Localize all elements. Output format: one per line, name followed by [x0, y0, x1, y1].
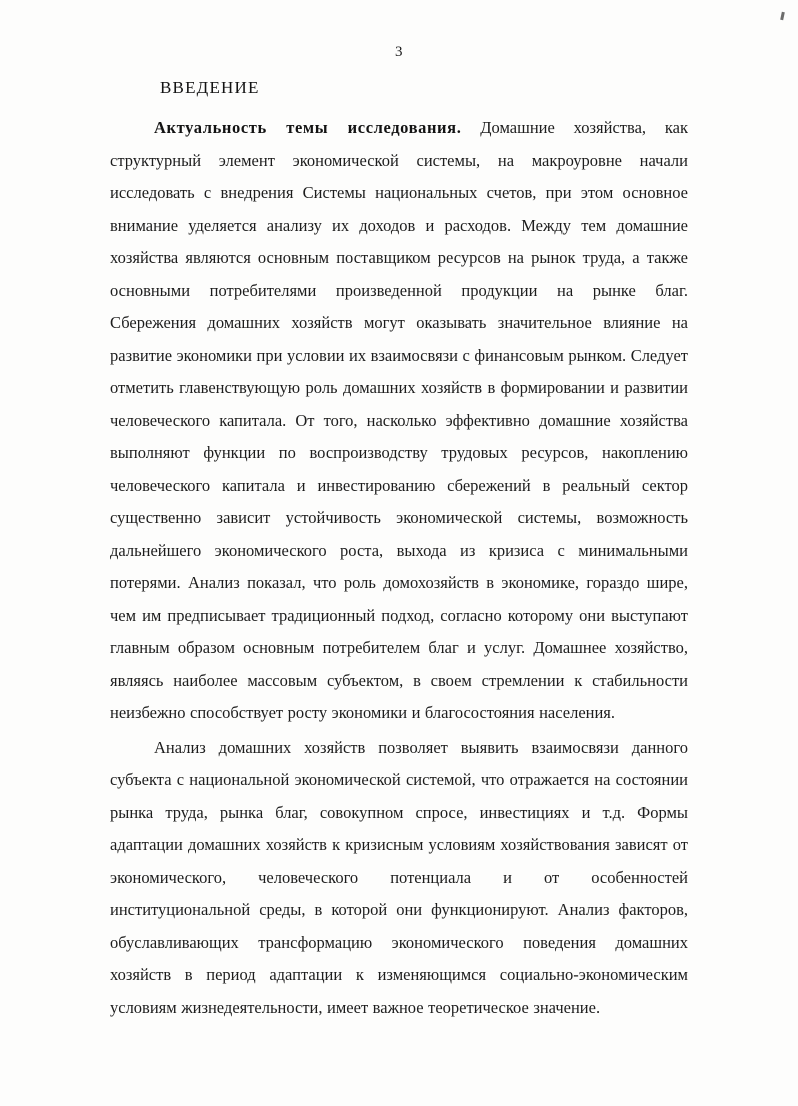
- page-number: 3: [395, 44, 403, 60]
- paragraph-lead-in: Актуальность темы исследования.: [154, 118, 462, 137]
- paragraph-relevance: [110, 112, 688, 730]
- paragraph-text: Домашние хозяйства, как структурный элемент экономической системы, на макроуровне начали исследовать с внедрения Системы национальных счетов, при этом основное внимание уделяется анализу их доходов и расходов. Между тем домашние хозяйства являются основным поставщиком ресурсов на рынок труда, а также основными потребителями произведенной продукции на рынке благ. Сбережения домашних хозяйств могут оказывать значительное влияние на развитие экономики при условии их взаимосвязи с финансовым рынком. Следует отметить главенствующую роль домашних хозяйств в формировании и развитии человеческого капитала. От того, насколько эффективно домашние хозяйства выполняют функции по воспроизводству трудовых ресурсов, накоплению человеческого капитала и инвестированию сбережений в реальный сектор существенно зависит устойчивость экономической системы, возможность дальнейшего экономического роста, выхода из кризиса с минимальными потерями. Анализ показал, что роль домохозяйств в экономике, гораздо шире, чем им предписывает традиционный подход, согласно которому они выступают главным образом основным потребителем благ и услуг. Домашнее хозяйство, являясь наиболее массовым субъектом, в своем стремлении к стабильности неизбежно способствует росту экономики и благосостояния населения.: [110, 118, 688, 722]
- section-heading-introduction: ВВЕДЕНИЕ: [160, 78, 260, 97]
- paragraph-text: Анализ домашних хозяйств позволяет выявить взаимосвязи данного субъекта с национальной экономической системой, что отражается на состоянии рынка труда, рынка благ, совокупном спросе, инвестициях и т.д. Формы адаптации домашних хозяйств к кризисным условиям хозяйствования зависят от экономического, человеческого потенциала и от особенностей институциональной среды, в которой они функционируют. Анализ факторов, обуславливающих трансформацию экономического поведения домашних хозяйств в период адаптации к изменяющимся социально-экономическим условиям жизнедеятельности, имеет важное теоретическое значение.: [110, 737, 688, 1017]
- page-body: [110, 78, 688, 1024]
- paragraph-analysis: [110, 732, 688, 1025]
- scan-artifact-mark: [780, 12, 785, 20]
